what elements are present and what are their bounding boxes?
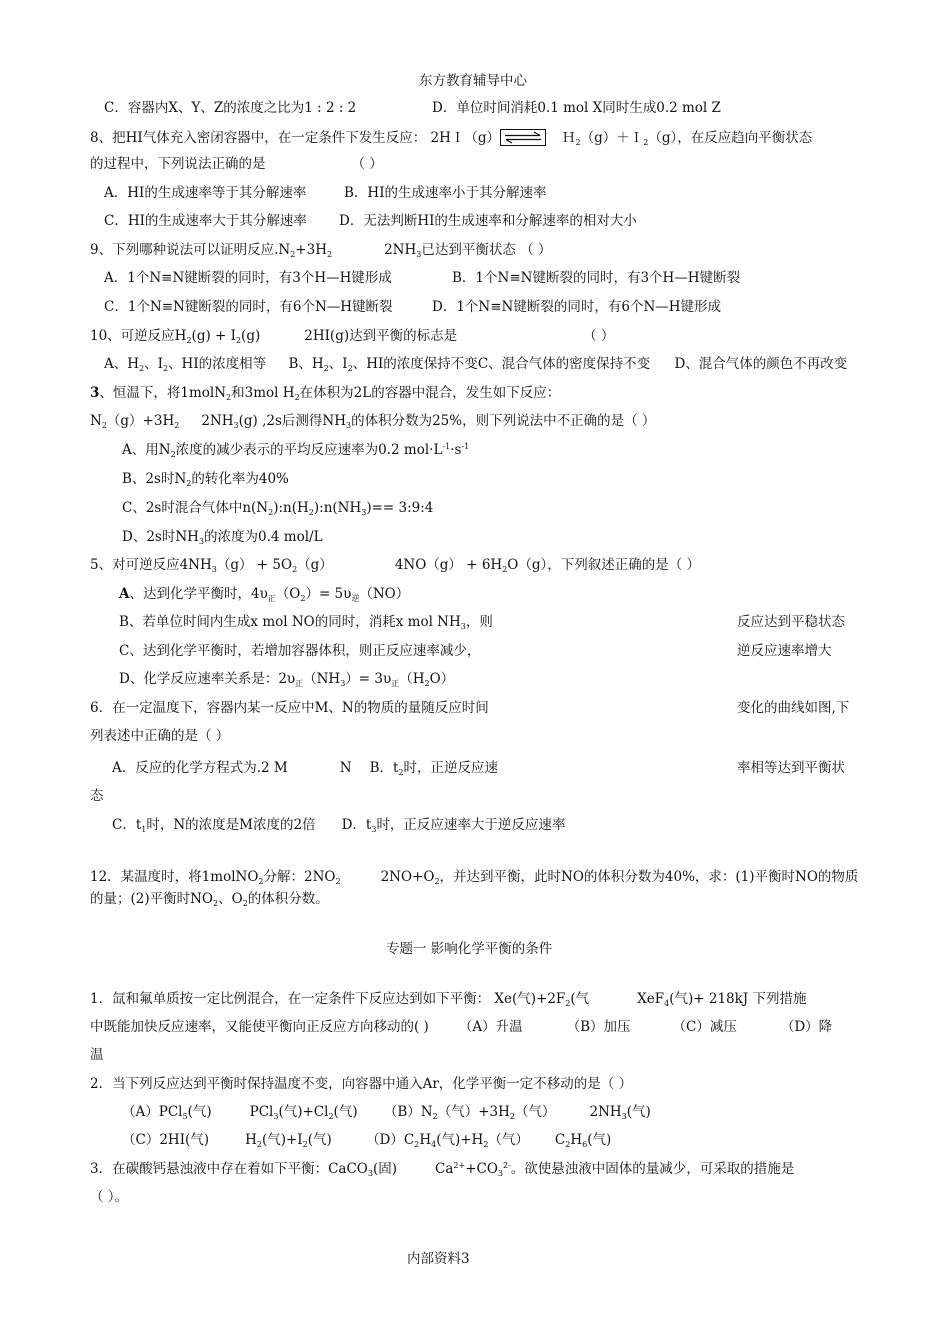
t2-options-ab: （A）PCl$_5$(气) PCl$_3$(气)$+Cl_2$(气) $(B)N_2$（气）$+3H_2$（气） $2NH_3$(气) [122, 1104, 651, 1121]
q3-equation: $N_2(g)+3H_2$ $2NH_3(g)$ ,2s后测得$NH_3$的体积分数为25%，则下列说法中不正确的是（ ） [90, 413, 656, 430]
q6-options-cd: C．$t_1$时，N的浓度是M浓度的2倍 D．$t_3$时，正反应速率大于逆反应速率 [112, 817, 566, 834]
q8-option-b: B．HI的生成速率小于其分解速率 [344, 185, 547, 201]
t2-options-cd: （C）2HI(气) $H_2$(气)$+I_2$(气) $(D)C_2H_4$(气)$+H_2$（气） $C_2H_6$(气) [122, 1132, 612, 1149]
q8-option-c: C．HI的生成速率大于其分解速率 [104, 213, 307, 229]
q6-options-ab: A．反应的化学方程式为.2 M N B．$t_2$时，正逆反应速 [112, 760, 499, 777]
q3-option-b: B、2s时$N_2$的转化率为40% [122, 471, 289, 488]
q3-option-a: A、用$N_2$浓度的减少表示的平均反应速率为0.2 $mol\cdot L^{-1}\cdot s^{-1}$ [122, 442, 470, 459]
q9-option-d: D．1个N≡N键断裂的同时，有6个N—H键形成 [432, 299, 722, 315]
q6-option-b-end: 率相等达到平衡状 [737, 760, 845, 776]
q9-option-c: C．1个N≡N键断裂的同时，有6个N—H键断裂 [104, 299, 393, 315]
q9-option-b: B．1个N≡N键断裂的同时，有3个H—H键断裂 [452, 270, 741, 286]
q10-stem: 10、可逆反应$H_2(g) + I_2(g)$ 2HI(g)达到平衡的标志是 （ ） [90, 328, 615, 345]
q12-stem-2: 的量；(2)平衡时$NO_2$、$O_2$的体积分数。 [90, 891, 329, 908]
q9-option-a: A．1个N≡N键断裂的同时，有3个H—H键形成 [104, 270, 392, 286]
t1-stem-3: 温 [90, 1047, 104, 1063]
page-header: 东方教育辅导中心 [419, 73, 527, 89]
q8-stem-2: 的过程中，下列说法正确的是 （ ） [90, 156, 383, 172]
q7-option-d: D．单位时间消耗0.1 mol X同时生成0.2 mol Z [432, 100, 721, 116]
q7-option-c: C．容器内X、Y、Z的浓度之比为1 : 2 : 2 [104, 100, 357, 116]
t1-stem-2: 中既能加快反应速率，又能使平衡向正反应方向移动的( ) （A）升温 （B）加压 （C）减压 （D）降 [90, 1019, 833, 1035]
q12-stem: 12．某温度时，将1molNO$_2$分解：$2NO_2$ $2NO+O_2$，并达到平衡，此时NO的体积分数为40%，求：(1)平衡时NO的物质 [90, 869, 859, 886]
q5-option-b: B、若单位时间内生成x mol NO的同时，消耗x mol $NH_3$，则 [119, 614, 493, 631]
q6-stem: 6．在一定温度下，容器内某一反应中M、N的物质的量随反应时间 [90, 700, 489, 716]
q8-stem: 8、把HI气体充入密闭容器中，在一定条件下发生反应： 2HＩ（g） Ｈ$_2$（g）＋Ｉ$_2$（g），在反应趋向平衡状态 [90, 130, 813, 147]
q8-option-a: A．HI的生成速率等于其分解速率 [104, 185, 307, 201]
q5-stem: 5、对可逆反应$4NH_3(g) + 5O_2(g) 4NO(g) + 6H_2O(g)$，下列叙述正确的是（ ） [90, 557, 701, 574]
topic-title: 专题一 影响化学平衡的条件 [386, 941, 553, 957]
q6-stem-end: 变化的曲线如图,下 [737, 700, 850, 716]
t3-stem-2: （ ）。 [90, 1189, 129, 1205]
q5-option-c: C、达到化学平衡时，若增加容器体积，则正反应速率减少， [119, 643, 481, 659]
q3-stem: 3、恒温下，将1molN$_2$和3mol $H_2$在体积为2L的容器中混合，发生如下反应： [90, 385, 561, 402]
q6-stem-2: 列表述中正确的是（ ） [90, 728, 230, 744]
t2-stem: 2．当下列反应达到平衡时保持温度不变，向容器中通入Ar，化学平衡一定不移动的是（ ） [90, 1076, 633, 1092]
q5-option-b-end: 反应达到平稳状态 [737, 614, 845, 630]
q6-option-b-wrap: 态 [90, 788, 104, 804]
q5-option-c-end: 逆反应速率增大 [737, 643, 832, 659]
q9-stem: 9、下列哪种说法可以证明反应$.N_2+3H_2$ $2NH_3$已达到平衡状态 （ ） [90, 242, 552, 259]
page-footer: 内部资料3 [407, 1251, 470, 1267]
q3-option-c: C、2s时混合气体中$n(N_2):n(H_2):n(NH_3)==$ 3:9:4 [122, 500, 434, 517]
q10-options: A、$H_2$、$I_2$、HI的浓度相等 B、$H_2$、$I_2$、HI的浓度保持不变C、混合气体的密度保持不变 D、混合气体的颜色不再改变 [104, 356, 848, 373]
t3-stem: 3．在碳酸钙悬浊液中存在着如下平衡：CaCO$_3$(固) $Ca^{2+}+CO_3^{2-}$。欲使悬浊液中固体的量减少，可采取的措施是 [90, 1161, 795, 1178]
q3-option-d: D、2s时$NH_3$的浓度为0.4 mol/L [122, 529, 323, 546]
q5-option-d: D、化学反应速率关系是：$2\upsilon_正(NH_3)= 3\upsilon_正(H_2O)$ [119, 671, 455, 688]
q5-option-a: A、达到化学平衡时，$4\upsilon_正(O_2)= 5\upsilon_逆(NO)$ [119, 586, 410, 603]
t1-stem: 1．氙和氟单质按一定比例混合，在一定条件下反应达到如下平衡： Xe(气)$+2F_2$(气 XeF$_4$(气)+ 218kJ 下列措施 [90, 991, 807, 1008]
equilibrium-arrow-icon [500, 129, 546, 146]
q8-option-d: D．无法判断HI的生成速率和分解速率的相对大小 [339, 213, 637, 229]
